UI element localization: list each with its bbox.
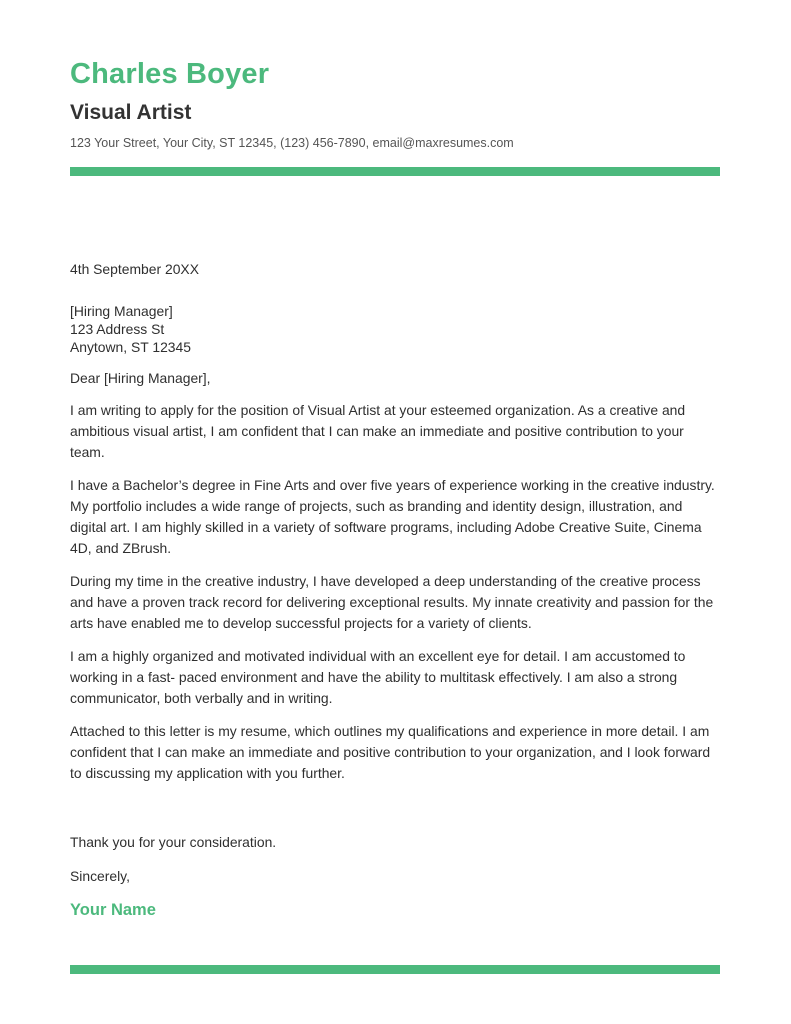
signature-name: Your Name xyxy=(70,901,156,919)
closing-thanks: Thank you for your consideration. xyxy=(70,834,277,850)
recipient-line: 123 Address St xyxy=(70,321,165,337)
letter-body xyxy=(70,400,722,796)
header-divider xyxy=(70,167,720,176)
cover-letter-page xyxy=(70,0,720,1024)
body-paragraph: Attached to this letter is my resume, which outlines my qualifications and experience in more detail. I am confident that I can make an immediate and positive contribution to your organization, and I look forward to discussing my application with you further. xyxy=(70,723,711,781)
recipient-address xyxy=(70,302,191,356)
applicant-name: Charles Boyer xyxy=(70,58,270,90)
body-paragraph: I am a highly organized and motivated individual with an excellent eye for detail. I am accustomed to working in a fast- paced environment and have the ability to multitask effectively. I am also a strong communicator, both verbally and in writing. xyxy=(70,648,686,706)
letter-date: 4th September 20XX xyxy=(70,261,199,277)
body-paragraph: I have a Bachelor’s degree in Fine Arts and over five years of experience working in the creative industry. My portfolio includes a wide range of projects, such as branding and identity design, illustration, and digital art. I am highly skilled in a variety of software programs, including Adobe Creative Suite, Cinema 4D, and ZBrush. xyxy=(70,477,715,556)
body-paragraph: I am writing to apply for the position of Visual Artist at your esteemed organization. As a creative and ambitious visual artist, I am confident that I can make an immediate and positive contribution to your team. xyxy=(70,402,686,460)
closing-signoff: Sincerely, xyxy=(70,868,130,884)
recipient-line: Anytown, ST 12345 xyxy=(70,339,191,355)
contact-info: 123 Your Street, Your City, ST 12345, (123) 456-7890, email@maxresumes.com xyxy=(70,136,514,150)
body-paragraph: During my time in the creative industry, I have developed a deep understanding of the creative process and have a proven track record for delivering exceptional results. My innate creativity and passion for the arts have enabled me to develop successful projects for a variety of clients. xyxy=(70,573,714,631)
salutation: Dear [Hiring Manager], xyxy=(70,370,211,386)
recipient-line: [Hiring Manager] xyxy=(70,303,173,319)
job-title: Visual Artist xyxy=(70,101,192,124)
footer-divider xyxy=(70,965,720,974)
